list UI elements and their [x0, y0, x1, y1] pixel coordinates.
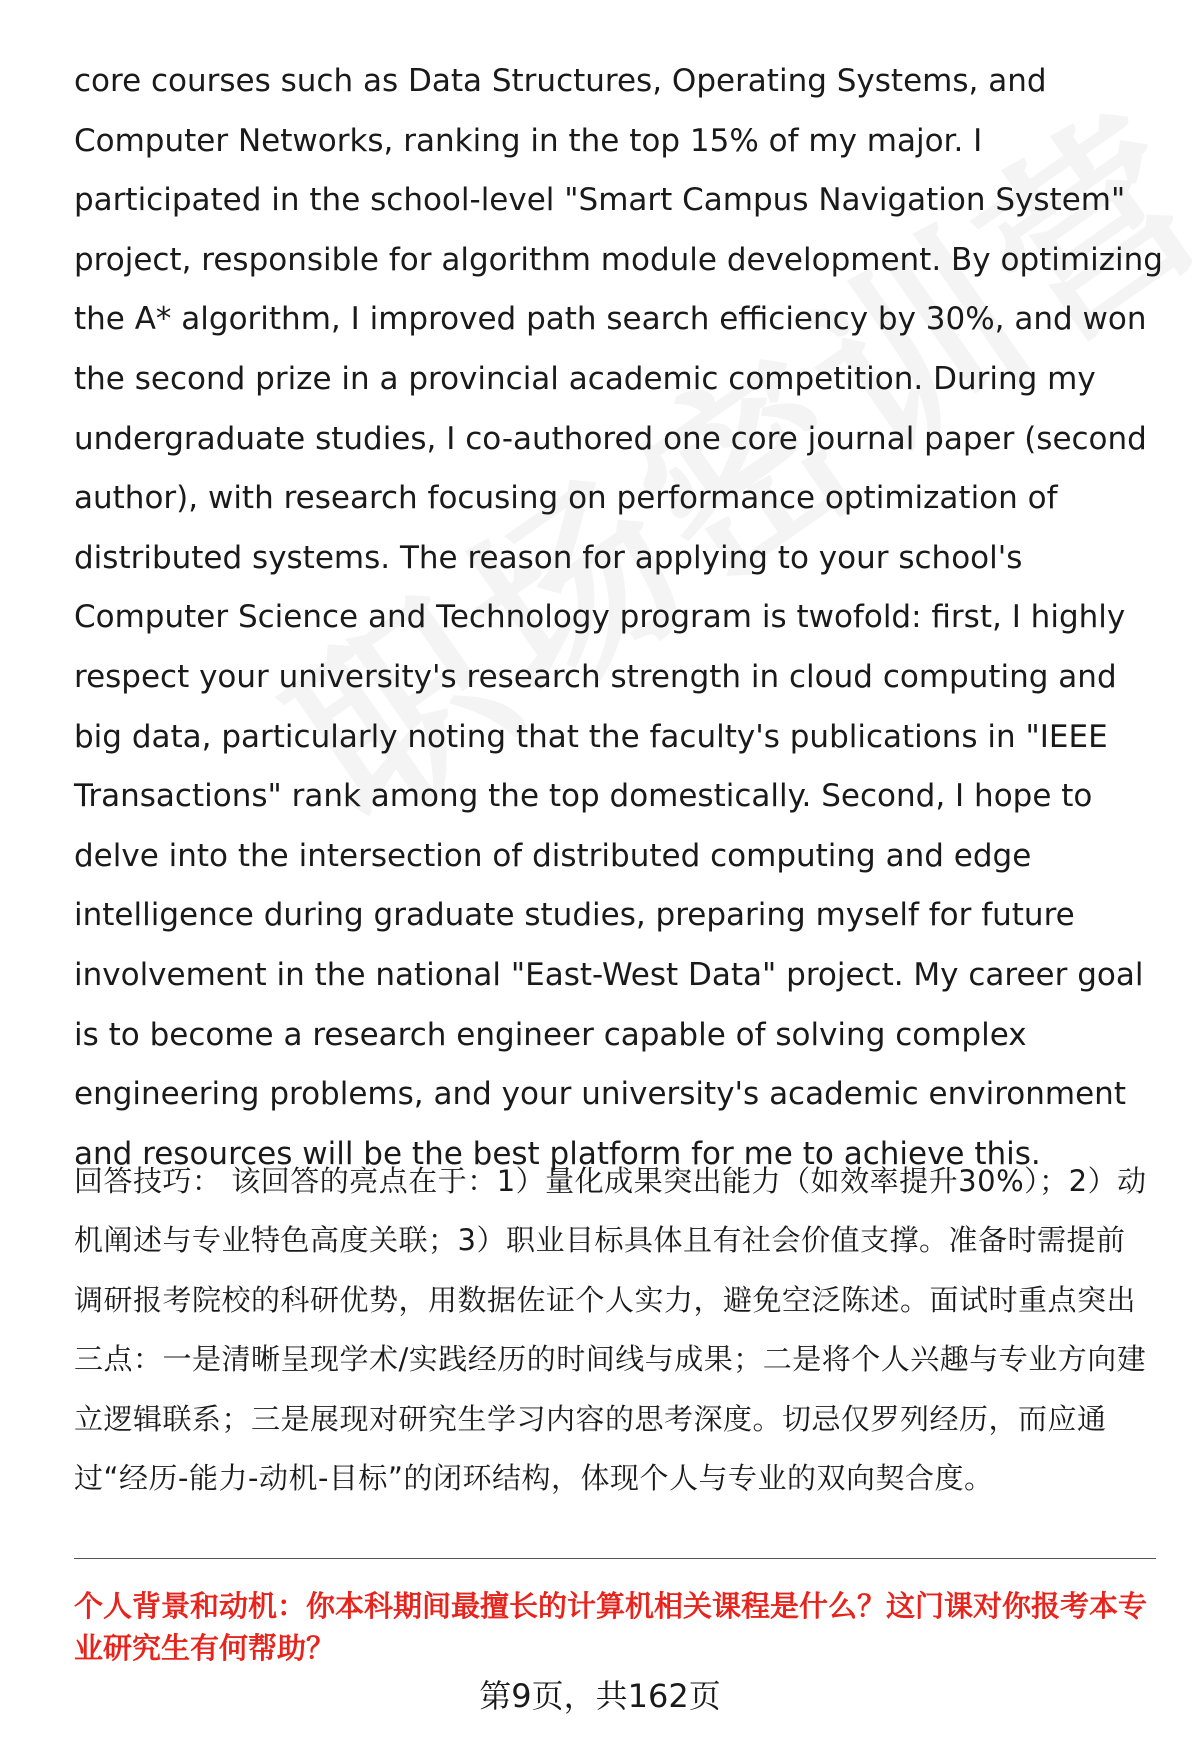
page-footer: 第9页，共162页: [479, 1677, 721, 1715]
section-divider: [74, 1558, 1156, 1559]
tips-paragraph: 回答技巧： 该回答的亮点在于：1）量化成果突出能力（如效率提升30%）；2）动机阐述与专业特色高度关联；3）职业目标具体且有社会价值支撑。准备时需提前调研报考院校的科研优势，用数据佐证个人实力，避免空泛陈述。面试时重点突出三点：一是清晰呈现学术/实践经历的时间线与成果；二是将个人兴趣与专业方向建立逻辑联系；三是展现对研究生学习内容的思考深度。切忌仅罗列经历，而应通过“经历-能力-动机-目标”的闭环结构，体现个人与专业的双向契合度。: [74, 1164, 1147, 1496]
next-question-heading: 个人背景和动机：你本科期间最擅长的计算机相关课程是什么？这门课对你报考本专业研究生有何帮助？: [74, 1589, 1148, 1665]
answer-paragraph: core courses such as Data Structures, Operating Systems, and Computer Networks, ranking in the top 15% of my major. I participated in the school-level "Smart Campus Navigation System" project, responsible for algorithm module development. By optimizing the A* algorithm, I improved path search efficiency by 30%, and won the second prize in a provincial academic competition. During my undergraduate studies, I co-authored one core journal paper (second author), with research focusing on performance optimization of distributed systems. The reason for applying to your school's Computer Science and Technology program is twofold: first, I highly respect your university's research strength in cloud computing and big data, particularly noting that the faculty's publications in "IEEE Transactions" rank among the top domestically. Second, I hope to delve into the intersection of distributed computing and edge intelligence during graduate studies, preparing myself for future involvement in the national "East-West Data" project. My career goal is to become a research engineer capable of solving complex engineering problems, and your university's academic environment and resources will be the best platform for me to achieve this.: [74, 63, 1163, 1172]
